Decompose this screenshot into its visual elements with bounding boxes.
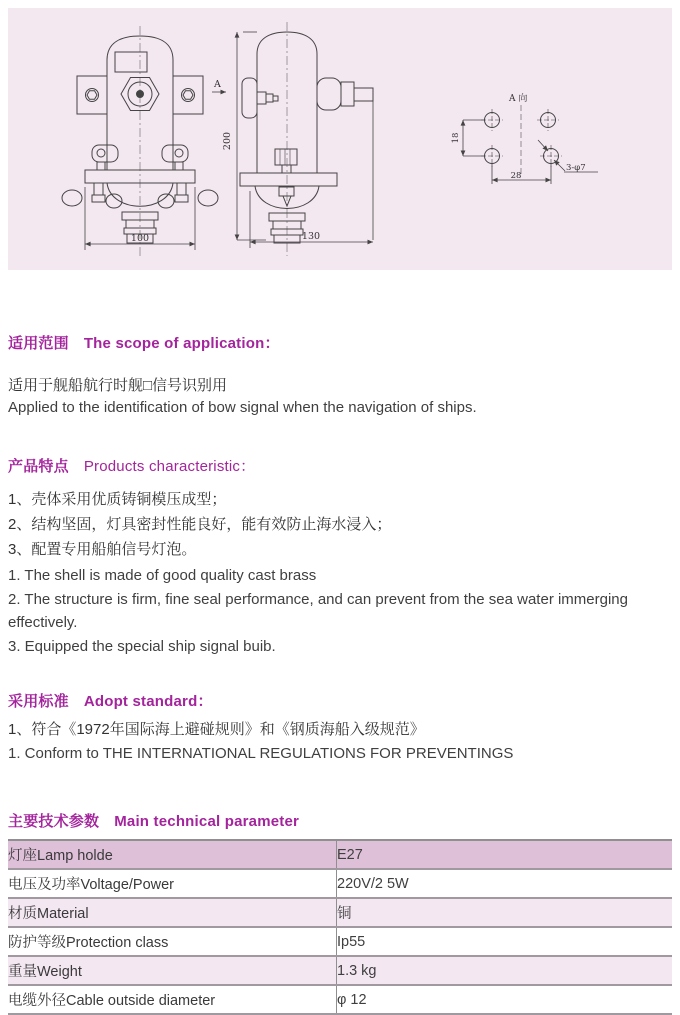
scope-body-en: Applied to the identification of bow signal when the navigation of ships. (8, 399, 477, 416)
param-value: 铜 (337, 898, 673, 927)
section-title-scope (8, 334, 672, 354)
front-view (62, 26, 218, 256)
parameters-table (8, 839, 672, 1015)
section-title-parameters-cn: 主要技术参数 (8, 813, 100, 830)
section-title-parameters (8, 812, 672, 832)
param-label: 电缆外径Cable outside diameter (8, 985, 337, 1014)
section-title-standard-en: Adopt standard： (83, 693, 213, 710)
feature-item-cn: 1、壳体采用优质铸铜模压成型； (8, 491, 227, 508)
dim-hole-vertical: 18 (451, 132, 461, 144)
table-row (8, 869, 672, 898)
section-title-features (8, 457, 672, 477)
hole-pattern-view (451, 92, 598, 184)
param-label: 重量Weight (8, 956, 337, 985)
feature-item-en: 3. Equipped the special ship signal buib. (8, 637, 276, 655)
feature-item-en: 1. The shell is made of good quality cast brass (8, 567, 317, 584)
section-title-scope-en: The scope of application： (83, 335, 280, 352)
section-title-parameters-en: Main technical parameter (114, 813, 300, 830)
param-value: E27 (337, 840, 673, 869)
param-label: 电压及功率Voltage/Power (8, 869, 337, 898)
param-value: φ 12 (337, 985, 673, 1014)
feature-item-en: 2. The structure is firm, fine seal performance, and can prevent from the sea water immerging effectively. (8, 590, 628, 631)
technical-drawing-panel (8, 8, 672, 270)
standard-body-cn: 1、符合《1972年国际海上避碰规则》和《钢质海船入级规范》 (8, 721, 425, 738)
param-value: 1.3 kg (337, 956, 673, 985)
section-title-features-en: Products characteristic： (83, 458, 256, 475)
technical-drawing (8, 8, 672, 270)
dim-side-width: 130 (301, 231, 321, 242)
param-value: Ip55 (337, 927, 673, 956)
section-title-standard (8, 692, 672, 712)
param-value: 220V/2 5W (337, 869, 673, 898)
section-title-standard-cn: 采用标准 (8, 693, 69, 710)
feature-item-cn: 3、配置专用船舶信号灯泡。 (8, 541, 197, 558)
table-row (8, 985, 672, 1014)
hole-note: 3-φ7 (566, 163, 586, 173)
scope-body-cn: 适用于舰船航行时舰□信号识别用 (8, 377, 228, 394)
table-row (8, 956, 672, 985)
section-arrow-label: A (214, 79, 221, 90)
dim-front-width: 100 (130, 233, 150, 244)
param-label: 防护等级Protection class (8, 927, 337, 956)
feature-item-cn: 2、结构坚固，灯具密封性能良好，能有效防止海水浸入； (8, 516, 392, 533)
standard-body-en: 1. Conform to THE INTERNATIONAL REGULATIONS FOR PREVENTINGS (8, 745, 514, 762)
table-row (8, 898, 672, 927)
view-a-label: A 向 (509, 94, 528, 104)
table-row (8, 840, 672, 869)
dim-hole-horizontal: 28 (510, 171, 522, 181)
features-list-en (8, 564, 672, 658)
param-label: 灯座Lamp holde (8, 840, 337, 869)
dim-side-height: 200 (222, 131, 233, 151)
features-list-cn (8, 487, 672, 562)
section-title-features-cn: 产品特点 (8, 458, 69, 475)
param-label: 材质Material (8, 898, 337, 927)
section-title-scope-cn: 适用范围 (8, 335, 69, 352)
table-row (8, 927, 672, 956)
side-view (212, 22, 373, 256)
